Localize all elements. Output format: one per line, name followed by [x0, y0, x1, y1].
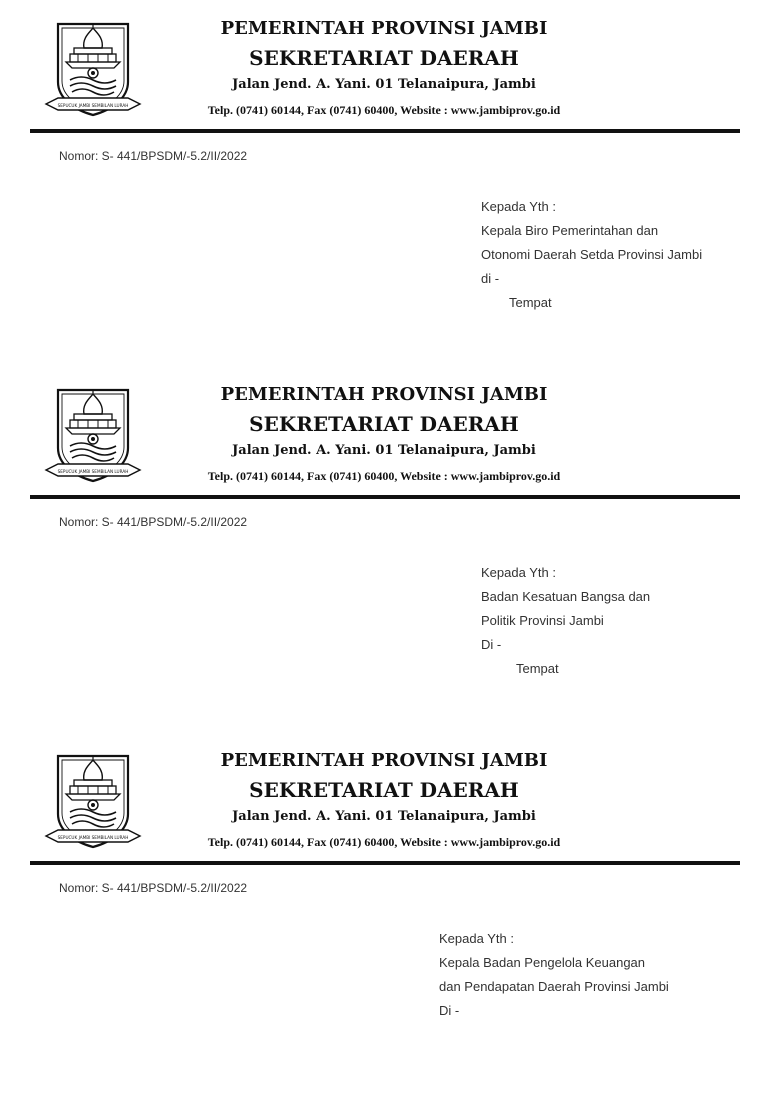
recipient-block [481, 561, 650, 681]
recipient-di: Di - [481, 637, 502, 652]
svg-text:SEPUCUK JAMBI SEMBILAN LURAH: SEPUCUK JAMBI SEMBILAN LURAH [57, 103, 129, 108]
government-name: PEMERINTAH PROVINSI JAMBI [220, 18, 548, 39]
recipient-block [439, 927, 669, 1023]
salutation: Kepada Yth : [481, 565, 556, 580]
letterhead-rule [30, 129, 740, 133]
recipient-place: Tempat [509, 295, 552, 310]
recipient-line-1: Badan Kesatuan Bangsa dan [481, 589, 651, 604]
letterhead-rule [30, 495, 740, 499]
recipient-line-2: Politik Provinsi Jambi [481, 613, 604, 628]
recipient-line-2: Otonomi Daerah Setda Provinsi Jambi [481, 247, 703, 262]
letter-number: Nomor: S- 441/BPSDM/-5.2/II/2022 [59, 515, 248, 529]
jambi-province-emblem [44, 18, 142, 118]
office-contact: Telp. (0741) 60144, Fax (0741) 60400, Website : www.jambiprov.go.id [207, 469, 561, 483]
office-address: Jalan Jend. A. Yani. 01 Telanaipura, Jambi [232, 809, 536, 824]
office-contact: Telp. (0741) 60144, Fax (0741) 60400, Website : www.jambiprov.go.id [207, 103, 561, 117]
government-name: PEMERINTAH PROVINSI JAMBI [220, 750, 548, 771]
secretariat-name: SEKRETARIAT DAERAH [249, 412, 519, 436]
salutation: Kepada Yth : [481, 199, 556, 214]
jambi-province-emblem [44, 750, 142, 850]
letterhead-rule [30, 861, 740, 865]
recipient-block [481, 195, 702, 315]
office-address: Jalan Jend. A. Yani. 01 Telanaipura, Jambi [232, 77, 536, 92]
recipient-line-2: dan Pendapatan Daerah Provinsi Jambi [439, 979, 669, 994]
office-address: Jalan Jend. A. Yani. 01 Telanaipura, Jambi [232, 443, 536, 458]
jambi-province-emblem [44, 384, 142, 484]
recipient-place: Tempat [516, 661, 559, 676]
svg-text:SEPUCUK JAMBI SEMBILAN LURAH: SEPUCUK JAMBI SEMBILAN LURAH [57, 835, 129, 840]
secretariat-name: SEKRETARIAT DAERAH [249, 778, 519, 802]
salutation: Kepada Yth : [439, 931, 514, 946]
recipient-line-1: Kepala Badan Pengelola Keuangan [439, 955, 646, 970]
letter-number: Nomor: S- 441/BPSDM/-5.2/II/2022 [59, 149, 248, 163]
office-contact: Telp. (0741) 60144, Fax (0741) 60400, Website : www.jambiprov.go.id [207, 835, 561, 849]
letter-number: Nomor: S- 441/BPSDM/-5.2/II/2022 [59, 881, 248, 895]
government-name: PEMERINTAH PROVINSI JAMBI [220, 384, 548, 405]
letter-2 [0, 366, 768, 732]
recipient-di: Di - [439, 1003, 460, 1018]
recipient-di: di - [481, 271, 500, 286]
letter-1 [0, 0, 768, 366]
letter-3 [0, 732, 768, 1098]
svg-text:SEPUCUK JAMBI SEMBILAN LURAH: SEPUCUK JAMBI SEMBILAN LURAH [57, 469, 129, 474]
recipient-line-1: Kepala Biro Pemerintahan dan [481, 223, 659, 238]
secretariat-name: SEKRETARIAT DAERAH [249, 46, 519, 70]
